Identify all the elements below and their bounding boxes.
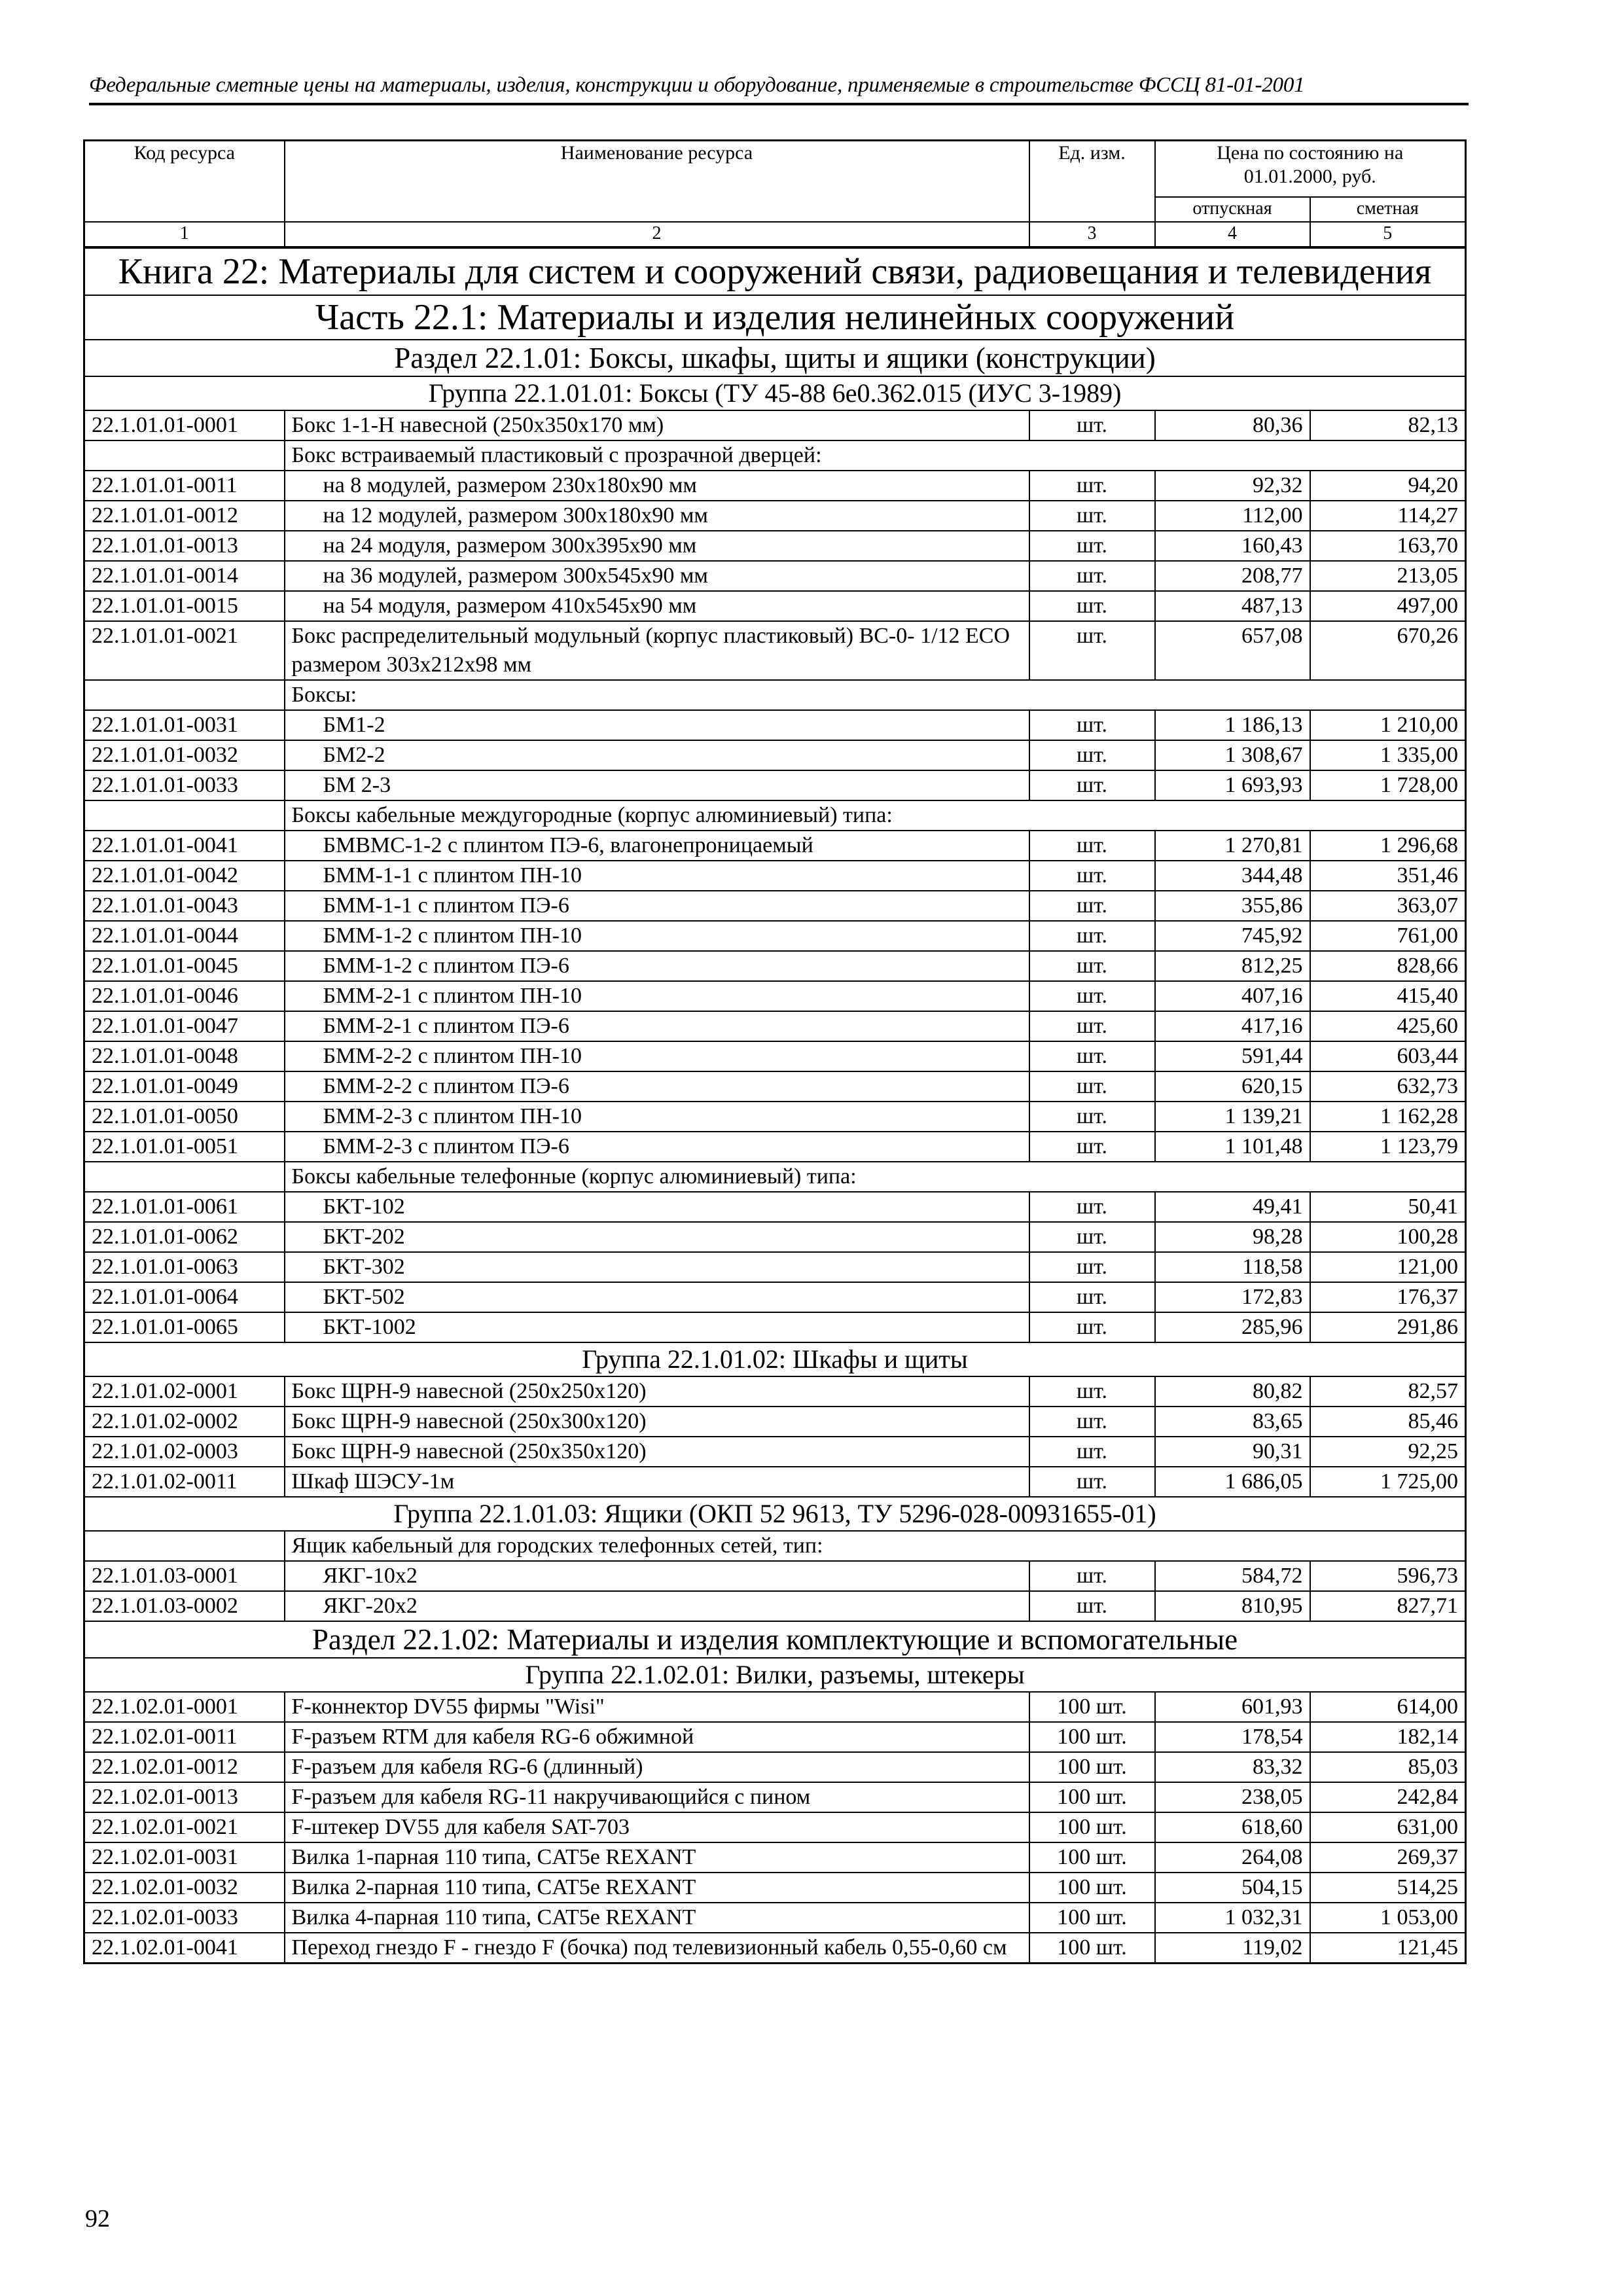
resource-name: Вилка 1-парная 110 типа, CAT5e REXANT [285,1842,1029,1873]
unit-of-measure: шт. [1029,1467,1155,1497]
release-price: 172,83 [1155,1282,1310,1312]
table-row [84,1222,1466,1252]
resource-name: БММ-2-1 с плинтом ПН-10 [285,981,1029,1011]
estimate-price: 1 335,00 [1310,740,1466,770]
resource-code: 22.1.01.01-0033 [84,770,285,800]
resource-name: БММ-1-2 с плинтом ПН-10 [285,921,1029,951]
resource-name: F-разъем для кабеля RG-11 накручивающийся с пином [285,1782,1029,1812]
table-row [84,501,1466,531]
estimate-price: 1 053,00 [1310,1903,1466,1933]
release-price: 112,00 [1155,501,1310,531]
release-price: 264,08 [1155,1842,1310,1873]
unit-of-measure: шт. [1029,1011,1155,1041]
unit-of-measure: 100 шт. [1029,1903,1155,1933]
release-price: 49,41 [1155,1192,1310,1222]
resource-code: 22.1.02.01-0012 [84,1752,285,1782]
group-row [84,376,1466,410]
estimate-price: 1 296,68 [1310,831,1466,861]
resource-code: 22.1.01.01-0061 [84,1192,285,1222]
unit-of-measure: шт. [1029,921,1155,951]
unit-of-measure: шт. [1029,1192,1155,1222]
unit-of-measure: 100 шт. [1029,1722,1155,1752]
resource-name: Шкаф ШЭСУ-1м [285,1467,1029,1497]
resource-code: 22.1.01.01-0049 [84,1071,285,1102]
estimate-price: 94,20 [1310,471,1466,501]
estimate-price: 1 162,28 [1310,1102,1466,1132]
estimate-price: 242,84 [1310,1782,1466,1812]
release-price: 1 139,21 [1155,1102,1310,1132]
resource-code: 22.1.01.01-0042 [84,861,285,891]
resource-name: БММ-1-1 с плинтом ПН-10 [285,861,1029,891]
table-row [84,740,1466,770]
group-title: Группа 22.1.01.01: Боксы (ТУ 45-88 6е0.362.015 (ИУС 3-1989) [84,376,1466,410]
unit-of-measure: шт. [1029,1132,1155,1162]
resource-code: 22.1.01.02-0002 [84,1407,285,1437]
release-price: 344,48 [1155,861,1310,891]
release-price: 745,92 [1155,921,1310,951]
resource-name: БМ2-2 [285,740,1029,770]
release-price: 810,95 [1155,1591,1310,1621]
resource-name: БКТ-502 [285,1282,1029,1312]
book-title: Книга 22: Материалы для систем и сооружений связи, радиовещания и телевидения [84,247,1466,295]
resource-code: 22.1.01.03-0001 [84,1561,285,1591]
resource-code: 22.1.01.02-0001 [84,1376,285,1407]
resource-name: БМВМС-1-2 с плинтом ПЭ-6, влагонепроницаемый [285,831,1029,861]
release-price: 591,44 [1155,1041,1310,1071]
resource-code: 22.1.01.01-0065 [84,1312,285,1342]
table-row [84,1252,1466,1282]
release-price: 160,43 [1155,531,1310,561]
table-row [84,531,1466,561]
resource-code: 22.1.01.01-0044 [84,921,285,951]
resource-name: БММ-2-3 с плинтом ПН-10 [285,1102,1029,1132]
column-header-code: Код ресурса [84,141,285,222]
estimate-price: 363,07 [1310,891,1466,921]
release-price: 1 186,13 [1155,710,1310,740]
resource-code: 22.1.02.01-0033 [84,1903,285,1933]
release-price: 92,32 [1155,471,1310,501]
subheading-text: Боксы кабельные междугородные (корпус алюминиевый) типа: [285,800,1466,831]
estimate-price: 761,00 [1310,921,1466,951]
resource-code: 22.1.01.03-0002 [84,1591,285,1621]
table-row [84,1812,1466,1842]
resource-code: 22.1.01.01-0014 [84,561,285,591]
running-header: Федеральные сметные цены на материалы, изделия, конструкции и оборудование, применяемые в строительстве ФССЦ 81-01-2001 [89,73,1305,97]
table-row [84,1692,1466,1722]
column-number-row [84,222,1466,247]
table-row [84,1873,1466,1903]
column-header-price-estimate: сметная [1310,197,1466,222]
resource-code: 22.1.02.01-0021 [84,1812,285,1842]
resource-code: 22.1.02.01-0032 [84,1873,285,1903]
resource-code: 22.1.01.01-0064 [84,1282,285,1312]
table-row [84,1561,1466,1591]
unit-of-measure: шт. [1029,831,1155,861]
unit-of-measure: 100 шт. [1029,1812,1155,1842]
resource-code: 22.1.02.01-0041 [84,1933,285,1964]
column-number: 2 [285,222,1029,247]
subheading-text: Боксы кабельные телефонные (корпус алюминиевый) типа: [285,1162,1466,1192]
release-price: 620,15 [1155,1071,1310,1102]
resource-name: F-разъем для кабеля RG-6 (длинный) [285,1752,1029,1782]
resource-code: 22.1.01.01-0012 [84,501,285,531]
resource-code: 22.1.01.02-0011 [84,1467,285,1497]
estimate-price: 631,00 [1310,1812,1466,1842]
resource-code: 22.1.02.01-0031 [84,1842,285,1873]
page-number: 92 [85,2205,110,2233]
resource-code: 22.1.01.01-0001 [84,410,285,440]
table-row [84,981,1466,1011]
release-price: 601,93 [1155,1692,1310,1722]
column-header-name: Наименование ресурса [285,141,1029,222]
estimate-price: 1 123,79 [1310,1132,1466,1162]
resource-name: на 54 модуля, размером 410х545х90 мм [285,591,1029,621]
unit-of-measure: шт. [1029,501,1155,531]
release-price: 178,54 [1155,1722,1310,1752]
resource-name: БММ-1-1 с плинтом ПЭ-6 [285,891,1029,921]
release-price: 657,08 [1155,621,1310,680]
subheading-row [84,680,1466,710]
resource-name: F-коннектор DV55 фирмы "Wisi" [285,1692,1029,1722]
estimate-price: 1 728,00 [1310,770,1466,800]
resource-code: 22.1.01.01-0050 [84,1102,285,1132]
unit-of-measure: шт. [1029,951,1155,981]
unit-of-measure: шт. [1029,1312,1155,1342]
release-price: 1 686,05 [1155,1467,1310,1497]
release-price: 812,25 [1155,951,1310,981]
release-price: 1 693,93 [1155,770,1310,800]
resource-name: БКТ-202 [285,1222,1029,1252]
price-table [83,139,1467,1964]
release-price: 83,65 [1155,1407,1310,1437]
estimate-price: 514,25 [1310,1873,1466,1903]
column-number: 3 [1029,222,1155,247]
unit-of-measure: 100 шт. [1029,1933,1155,1964]
unit-of-measure: шт. [1029,621,1155,680]
release-price: 83,32 [1155,1752,1310,1782]
resource-code: 22.1.01.01-0032 [84,740,285,770]
section-title: Раздел 22.1.02: Материалы и изделия комплектующие и вспомогательные [84,1621,1466,1658]
resource-name: Вилка 2-парная 110 типа, CAT5e REXANT [285,1873,1029,1903]
estimate-price: 632,73 [1310,1071,1466,1102]
table-row [84,591,1466,621]
resource-name: БКТ-302 [285,1252,1029,1282]
estimate-price: 1 725,00 [1310,1467,1466,1497]
estimate-price: 614,00 [1310,1692,1466,1722]
estimate-price: 425,60 [1310,1011,1466,1041]
table-row [84,1282,1466,1312]
estimate-price: 351,46 [1310,861,1466,891]
resource-name: БММ-1-2 с плинтом ПЭ-6 [285,951,1029,981]
release-price: 417,16 [1155,1011,1310,1041]
table-row [84,561,1466,591]
estimate-price: 82,13 [1310,410,1466,440]
resource-name: БММ-2-3 с плинтом ПЭ-6 [285,1132,1029,1162]
resource-code: 22.1.01.01-0011 [84,471,285,501]
table-row [84,951,1466,981]
release-price: 487,13 [1155,591,1310,621]
unit-of-measure: шт. [1029,891,1155,921]
part-title: Часть 22.1: Материалы и изделия нелинейных сооружений [84,295,1466,340]
unit-of-measure: шт. [1029,591,1155,621]
unit-of-measure: 100 шт. [1029,1752,1155,1782]
group-title: Группа 22.1.01.02: Шкафы и щиты [84,1342,1466,1376]
estimate-price: 163,70 [1310,531,1466,561]
column-header-unit: Ед. изм. [1029,141,1155,222]
resource-code: 22.1.01.01-0021 [84,621,285,680]
table-row [84,1132,1466,1162]
unit-of-measure: шт. [1029,1222,1155,1252]
table-row [84,1041,1466,1071]
resource-code: 22.1.01.01-0048 [84,1041,285,1071]
estimate-price: 603,44 [1310,1041,1466,1071]
resource-name: Переход гнездо F - гнездо F (бочка) под телевизионный кабель 0,55-0,60 см [285,1933,1029,1964]
release-price: 504,15 [1155,1873,1310,1903]
estimate-price: 497,00 [1310,591,1466,621]
estimate-price: 85,03 [1310,1752,1466,1782]
unit-of-measure: шт. [1029,1437,1155,1467]
table-row [84,1591,1466,1621]
resource-name: ЯКГ-20х2 [285,1591,1029,1621]
resource-name: Бокс ЩРН-9 навесной (250х250х120) [285,1376,1029,1407]
unit-of-measure: шт. [1029,740,1155,770]
estimate-price: 415,40 [1310,981,1466,1011]
column-header-price-group: Цена по состоянию на 01.01.2000, руб. [1155,141,1466,197]
table-row [84,831,1466,861]
unit-of-measure: шт. [1029,981,1155,1011]
resource-name: F-разъем RTM для кабеля RG-6 обжимной [285,1722,1029,1752]
resource-code: 22.1.01.01-0045 [84,951,285,981]
header-rule [89,103,1469,105]
section-title: Раздел 22.1.01: Боксы, шкафы, щиты и ящики (конструкции) [84,340,1466,376]
estimate-price: 291,86 [1310,1312,1466,1342]
subheading-row [84,1162,1466,1192]
section-row [84,340,1466,376]
column-number: 1 [84,222,285,247]
table-row [84,1312,1466,1342]
resource-code: 22.1.01.01-0051 [84,1132,285,1162]
column-number: 5 [1310,222,1466,247]
estimate-price: 50,41 [1310,1192,1466,1222]
unit-of-measure: шт. [1029,1591,1155,1621]
unit-of-measure: 100 шт. [1029,1692,1155,1722]
unit-of-measure: шт. [1029,1282,1155,1312]
unit-of-measure: шт. [1029,861,1155,891]
estimate-price: 85,46 [1310,1407,1466,1437]
resource-name: на 36 модулей, размером 300х545х90 мм [285,561,1029,591]
resource-code: 22.1.01.01-0062 [84,1222,285,1252]
subheading-text: Ящик кабельный для городских телефонных сетей, тип: [285,1531,1466,1561]
subheading-text: Бокс встраиваемый пластиковый с прозрачной дверцей: [285,440,1466,471]
unit-of-measure: 100 шт. [1029,1842,1155,1873]
table-row [84,1782,1466,1812]
resource-name: Вилка 4-парная 110 типа, CAT5e REXANT [285,1903,1029,1933]
estimate-price: 114,27 [1310,501,1466,531]
resource-code: 22.1.01.01-0041 [84,831,285,861]
estimate-price: 100,28 [1310,1222,1466,1252]
resource-name: на 8 модулей, размером 230х180х90 мм [285,471,1029,501]
estimate-price: 828,66 [1310,951,1466,981]
table-row [84,1376,1466,1407]
estimate-price: 596,73 [1310,1561,1466,1591]
group-title: Группа 22.1.02.01: Вилки, разъемы, штекеры [84,1658,1466,1692]
unit-of-measure: шт. [1029,1252,1155,1282]
resource-name: БММ-2-1 с плинтом ПЭ-6 [285,1011,1029,1041]
resource-name: F-штекер DV55 для кабеля SAT-703 [285,1812,1029,1842]
resource-name: Бокс 1-1-Н навесной (250х350х170 мм) [285,410,1029,440]
estimate-price: 182,14 [1310,1722,1466,1752]
resource-code: 22.1.01.01-0013 [84,531,285,561]
release-price: 98,28 [1155,1222,1310,1252]
resource-code: 22.1.02.01-0011 [84,1722,285,1752]
resource-name: БМ 2-3 [285,770,1029,800]
release-price: 618,60 [1155,1812,1310,1842]
unit-of-measure: шт. [1029,561,1155,591]
resource-code: 22.1.01.01-0046 [84,981,285,1011]
resource-name: Бокс ЩРН-9 навесной (250х300х120) [285,1407,1029,1437]
group-row [84,1342,1466,1376]
release-price: 584,72 [1155,1561,1310,1591]
resource-name: Бокс ЩРН-9 навесной (250х350х120) [285,1437,1029,1467]
subheading-row [84,800,1466,831]
table-row [84,861,1466,891]
unit-of-measure: шт. [1029,1376,1155,1407]
release-price: 238,05 [1155,1782,1310,1812]
subheading-blank-cell [84,440,285,471]
subheading-row [84,1531,1466,1561]
table-row [84,1903,1466,1933]
release-price: 208,77 [1155,561,1310,591]
table-row [84,1752,1466,1782]
unit-of-measure: шт. [1029,1102,1155,1132]
estimate-price: 827,71 [1310,1591,1466,1621]
subheading-blank-cell [84,1162,285,1192]
unit-of-measure: шт. [1029,1561,1155,1591]
resource-code: 22.1.01.02-0003 [84,1437,285,1467]
group-row [84,1497,1466,1531]
table-row [84,621,1466,680]
table-row [84,1437,1466,1467]
table-row [84,1467,1466,1497]
release-price: 355,86 [1155,891,1310,921]
resource-name: на 12 модулей, размером 300х180х90 мм [285,501,1029,531]
unit-of-measure: шт. [1029,410,1155,440]
subheading-blank-cell [84,680,285,710]
table-row [84,1722,1466,1752]
release-price: 90,31 [1155,1437,1310,1467]
resource-name: ЯКГ-10х2 [285,1561,1029,1591]
subheading-blank-cell [84,1531,285,1561]
resource-code: 22.1.01.01-0015 [84,591,285,621]
release-price: 1 101,48 [1155,1132,1310,1162]
resource-code: 22.1.02.01-0001 [84,1692,285,1722]
estimate-price: 82,57 [1310,1376,1466,1407]
book-title-row [84,247,1466,295]
table-row [84,921,1466,951]
unit-of-measure: шт. [1029,710,1155,740]
resource-code: 22.1.01.01-0031 [84,710,285,740]
table-row [84,1192,1466,1222]
table-row [84,1071,1466,1102]
unit-of-measure: шт. [1029,1071,1155,1102]
section-row [84,1621,1466,1658]
resource-name: БММ-2-2 с плинтом ПН-10 [285,1041,1029,1071]
table-row [84,471,1466,501]
table-row [84,1011,1466,1041]
release-price: 1 308,67 [1155,740,1310,770]
release-price: 119,02 [1155,1933,1310,1964]
resource-name: БМ1-2 [285,710,1029,740]
release-price: 1 032,31 [1155,1903,1310,1933]
release-price: 407,16 [1155,981,1310,1011]
subheading-text: Боксы: [285,680,1466,710]
table-row [84,710,1466,740]
column-number: 4 [1155,222,1310,247]
resource-name: БКТ-1002 [285,1312,1029,1342]
group-row [84,1658,1466,1692]
resource-name: БММ-2-2 с плинтом ПЭ-6 [285,1071,1029,1102]
estimate-price: 92,25 [1310,1437,1466,1467]
table-row [84,1407,1466,1437]
unit-of-measure: 100 шт. [1029,1782,1155,1812]
estimate-price: 269,37 [1310,1842,1466,1873]
resource-name: на 24 модуля, размером 300х395х90 мм [285,531,1029,561]
unit-of-measure: 100 шт. [1029,1873,1155,1903]
resource-name: БКТ-102 [285,1192,1029,1222]
subheading-row [84,440,1466,471]
unit-of-measure: шт. [1029,1407,1155,1437]
release-price: 1 270,81 [1155,831,1310,861]
part-title-row [84,295,1466,340]
estimate-price: 121,45 [1310,1933,1466,1964]
unit-of-measure: шт. [1029,531,1155,561]
unit-of-measure: шт. [1029,1041,1155,1071]
estimate-price: 670,26 [1310,621,1466,680]
table-row [84,891,1466,921]
table-row [84,1102,1466,1132]
table-row [84,1842,1466,1873]
subheading-blank-cell [84,800,285,831]
table-row [84,770,1466,800]
resource-code: 22.1.01.01-0043 [84,891,285,921]
release-price: 80,36 [1155,410,1310,440]
estimate-price: 176,37 [1310,1282,1466,1312]
unit-of-measure: шт. [1029,471,1155,501]
table-row [84,410,1466,440]
resource-code: 22.1.01.01-0063 [84,1252,285,1282]
release-price: 80,82 [1155,1376,1310,1407]
resource-code: 22.1.02.01-0013 [84,1782,285,1812]
group-title: Группа 22.1.01.03: Ящики (ОКП 52 9613, ТУ 5296-028-00931655-01) [84,1497,1466,1531]
resource-name: Бокс распределительный модульный (корпус пластиковый) BC-0- 1/12 ECO размером 303х212х98 мм [285,621,1029,680]
release-price: 118,58 [1155,1252,1310,1282]
table-row [84,1933,1466,1964]
column-header-price-release: отпускная [1155,197,1310,222]
estimate-price: 213,05 [1310,561,1466,591]
estimate-price: 121,00 [1310,1252,1466,1282]
unit-of-measure: шт. [1029,770,1155,800]
resource-code: 22.1.01.01-0047 [84,1011,285,1041]
estimate-price: 1 210,00 [1310,710,1466,740]
release-price: 285,96 [1155,1312,1310,1342]
